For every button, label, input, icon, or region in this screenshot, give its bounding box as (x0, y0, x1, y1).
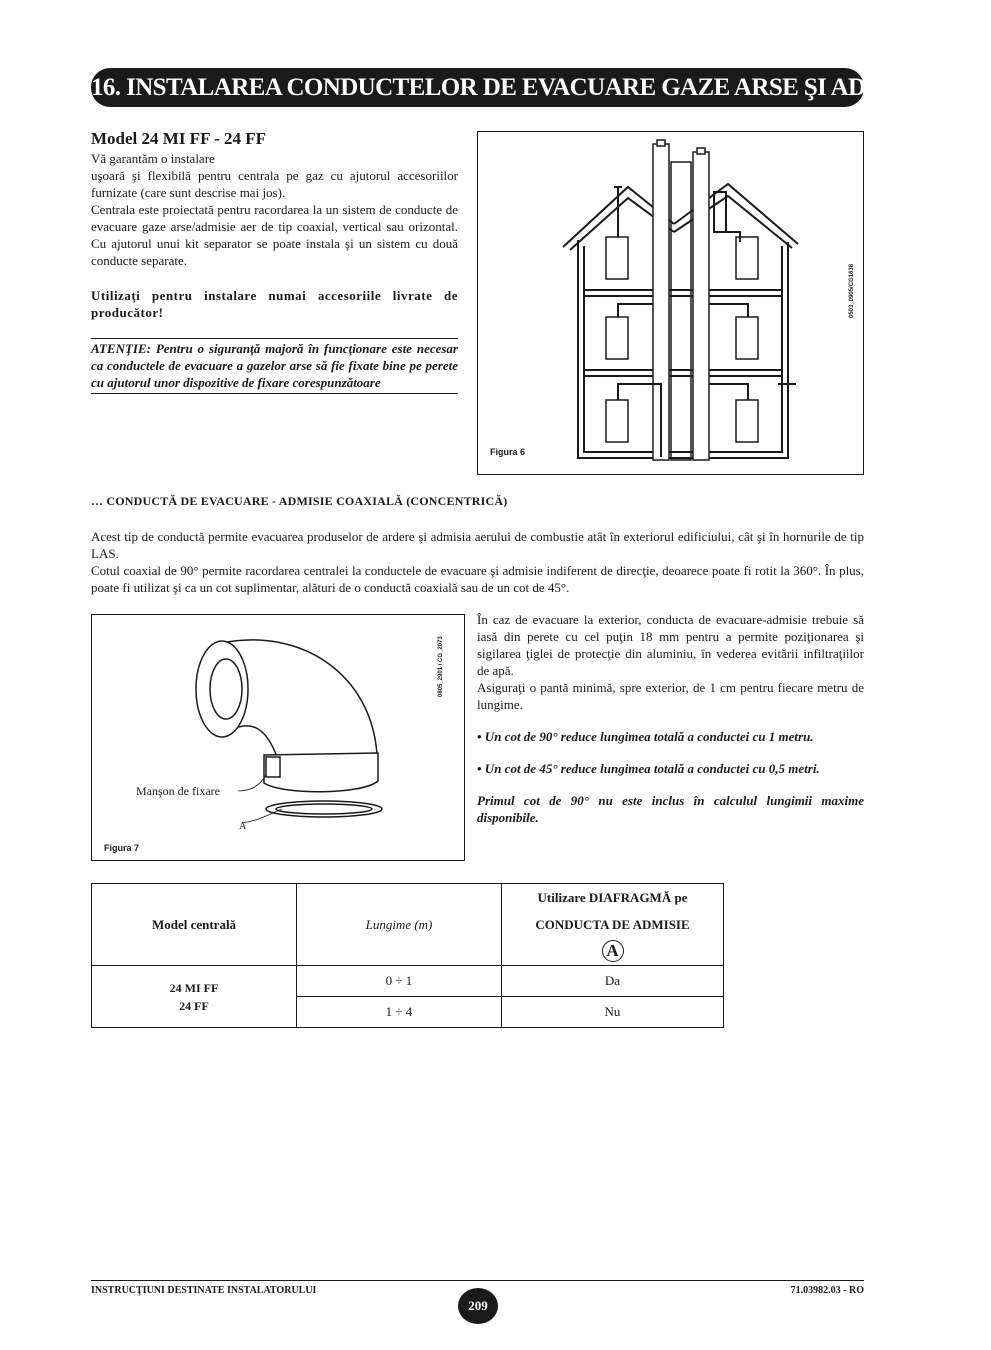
sleeve-label: Manşon de fixare (136, 784, 220, 798)
diaphragm-cell: Nu (502, 997, 724, 1028)
table-header-row (92, 884, 724, 966)
length-cell: 0 ÷ 1 (297, 966, 502, 997)
coaxial-paragraph-1: Acest tip de conductă permite evacuarea produselor de ardere şi admisia aerului de combustie atât în exteriorul edificiului, cât şi în hornurile de tip LAS. (91, 529, 864, 561)
attention-note: ATENŢIE: Pentru o siguranţă majoră în funcţionare este necesar ca conductele de evacuare a gazelor arse să fie fixate bine pe perete cu ajutorul unor dispozitive de fixare corespunzătoare (91, 338, 458, 394)
coaxial-section-heading: … CONDUCTĂ DE EVACUARE - ADMISIE COAXIALĂ (CONCENTRICĂ) (91, 494, 508, 508)
intro-paragraph-2: uşoară şi flexibilă pentru centrala pe gaz cu ajutorul accesoriilor furnizate (care sunt descrise mai jos). (91, 168, 458, 200)
accessories-note: Utilizaţi pentru instalare numai accesoriile livrate de producător! (91, 288, 458, 320)
page-number-badge: 209 (458, 1288, 498, 1324)
diaphragm-table (91, 883, 724, 1028)
diaphragm-cell: Da (502, 966, 724, 997)
intro-paragraph-1: Vă garantăm o instalare (91, 151, 215, 166)
figure-6-caption: Figura 6 (490, 447, 526, 457)
intro-section (91, 128, 458, 394)
model-name-1: 24 MI FF (169, 980, 219, 995)
model-heading: Model 24 MI FF - 24 FF (91, 129, 266, 148)
table-row (92, 966, 724, 997)
coaxial-section-text (91, 528, 864, 596)
coaxial-elbow-illustration (92, 615, 464, 860)
bullet-90-elbow: • Un cot de 90° reduce lungimea totală a conductei cu 1 metru. (477, 729, 814, 744)
page-title: 16. INSTALAREA CONDUCTELOR DE EVACUARE GAZE ARSE ŞI ADMISIE AER (91, 68, 864, 107)
model-name-2: 24 FF (179, 998, 209, 1013)
first-elbow-note: Primul cot de 90° nu este inclus în calculul lungimii maxime disponibile. (477, 793, 864, 825)
header-diaphragm-line-1: Utilizare DIAFRAGMĂ pe (537, 890, 688, 905)
exterior-paragraph-1: În caz de evacuare la exterior, conducta de evacuare-admisie trebuie să iasă din perete cu cel puţin 18 mm pentru a permite poziţionarea şi sigilarea ţiglei de protecţie din aluminiu, în vederea evitării infiltraţiilor de apă. (477, 612, 864, 678)
symbol-a-badge: A (602, 940, 624, 962)
footer-left-text: INSTRUCŢIUNI DESTINATE INSTALATORULUI (91, 1285, 317, 1296)
figure-7-elbow-diagram (91, 614, 465, 861)
part-a-label: A (239, 821, 247, 832)
exterior-exhaust-text (477, 611, 864, 826)
figure-6-building-diagram (477, 131, 864, 475)
building-flue-illustration (478, 132, 863, 474)
length-cell: 1 ÷ 4 (297, 997, 502, 1028)
coaxial-paragraph-2: Cotul coaxial de 90° permite racordarea centralei la conductele de evacuare şi admisie indiferent de direcţie, deoarece poate fi rotit la 360°. În plus, poate fi utilizat şi ca un cot suplimentar, alături de o conductă coaxială sau de un cot de 45°. (91, 563, 864, 595)
intro-paragraph-3: Centrala este proiectată pentru racordarea la un sistem de conducte de evacuare gaze arse/admisie aer de tip coaxial, vertical sau orizontal. Cu ajutorul unui kit separator se poate instala şi un sistem cu două conducte separate. (91, 202, 458, 268)
figure-7-caption: Figura 7 (104, 843, 140, 853)
header-diaphragm-line-2: CONDUCTA DE ADMISIE (535, 917, 690, 932)
footer-divider (91, 1280, 864, 1281)
header-diaphragm (502, 884, 724, 966)
footer-doc-code: 71.03982.03 - RO (790, 1285, 864, 1296)
header-model: Model centrală (92, 884, 297, 966)
bullet-45-elbow: • Un cot de 45° reduce lungimea totală a conductei cu 0,5 metri. (477, 761, 820, 776)
model-cell (92, 966, 297, 1028)
figure-6-code: 0503_0905/CG1638 (849, 263, 855, 318)
figure-7-code: 0805_2901 / CG_2073 (438, 636, 444, 697)
header-length: Lungime (m) (297, 884, 502, 966)
exterior-paragraph-2: Asiguraţi o pantă minimă, spre exterior, de 1 cm pentru fiecare metru de lungime. (477, 680, 864, 712)
